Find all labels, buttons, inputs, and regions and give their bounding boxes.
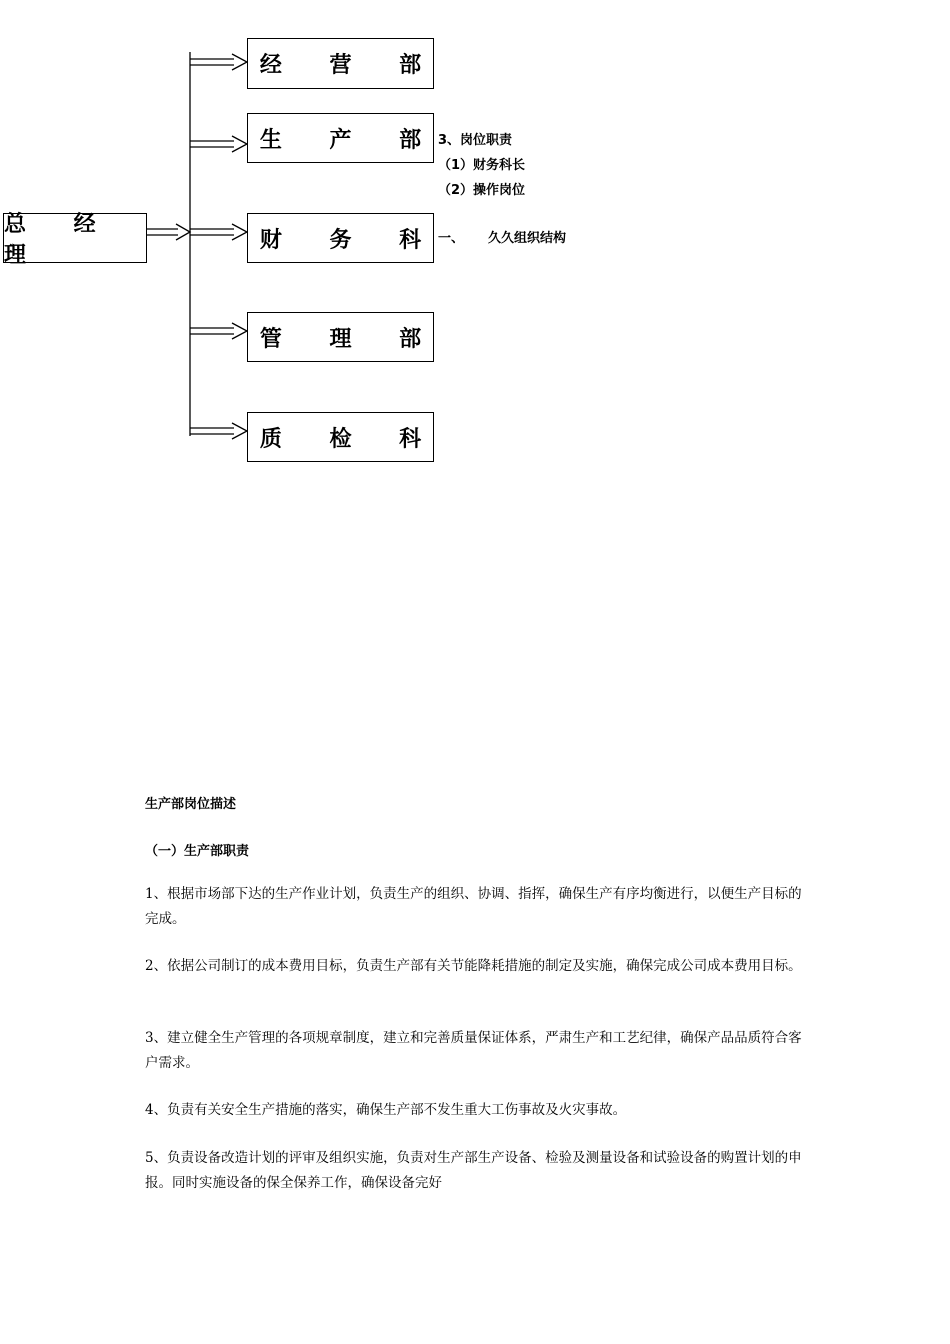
duty-item-2: （2）操作岗位 — [438, 183, 526, 198]
document-title: 生产部岗位描述 — [145, 797, 237, 812]
duty-item-1: （1）财务科长 — [438, 158, 526, 173]
org-box-production-dept: 生 产 部 — [247, 113, 434, 163]
paragraph-2: 2、依据公司制订的成本费用目标，负责生产部有关节能降耗措施的制定及实施，确保完成公司成本费用目标。 — [145, 958, 802, 974]
org-box-management-dept: 管 理 部 — [247, 312, 434, 362]
document-subtitle: （一）生产部职责 — [145, 844, 250, 859]
section-title: 久久组织结构 — [488, 231, 567, 246]
paragraph-4: 4、负责有关安全生产措施的落实，确保生产部不发生重大工伤事故及火灾事故。 — [145, 1102, 627, 1118]
paragraph-3: 3、建立健全生产管理的各项规章制度，建立和完善质量保证体系，严肃生产和工艺纪律，确保产品品质符合客户需求。 — [145, 1030, 802, 1071]
org-box-business-dept: 经 营 部 — [247, 38, 434, 89]
org-box-finance-dept: 财 务 科 — [247, 213, 434, 263]
org-box-quality-dept: 质 检 科 — [247, 412, 434, 462]
org-box-general-manager: 总 经 理 — [3, 213, 147, 263]
duty-title: 3、岗位职责 — [438, 133, 513, 148]
section-number: 一、 — [438, 231, 465, 246]
paragraph-5: 5、负责设备改造计划的评审及组织实施，负责对生产部生产设备、检验及测量设备和试验设备的购置计划的申报。同时实施设备的保全保养工作，确保设备完好 — [145, 1150, 802, 1191]
paragraph-1: 1、根据市场部下达的生产作业计划，负责生产的组织、协调、指挥，确保生产有序均衡进行，以便生产目标的完成。 — [145, 886, 802, 927]
